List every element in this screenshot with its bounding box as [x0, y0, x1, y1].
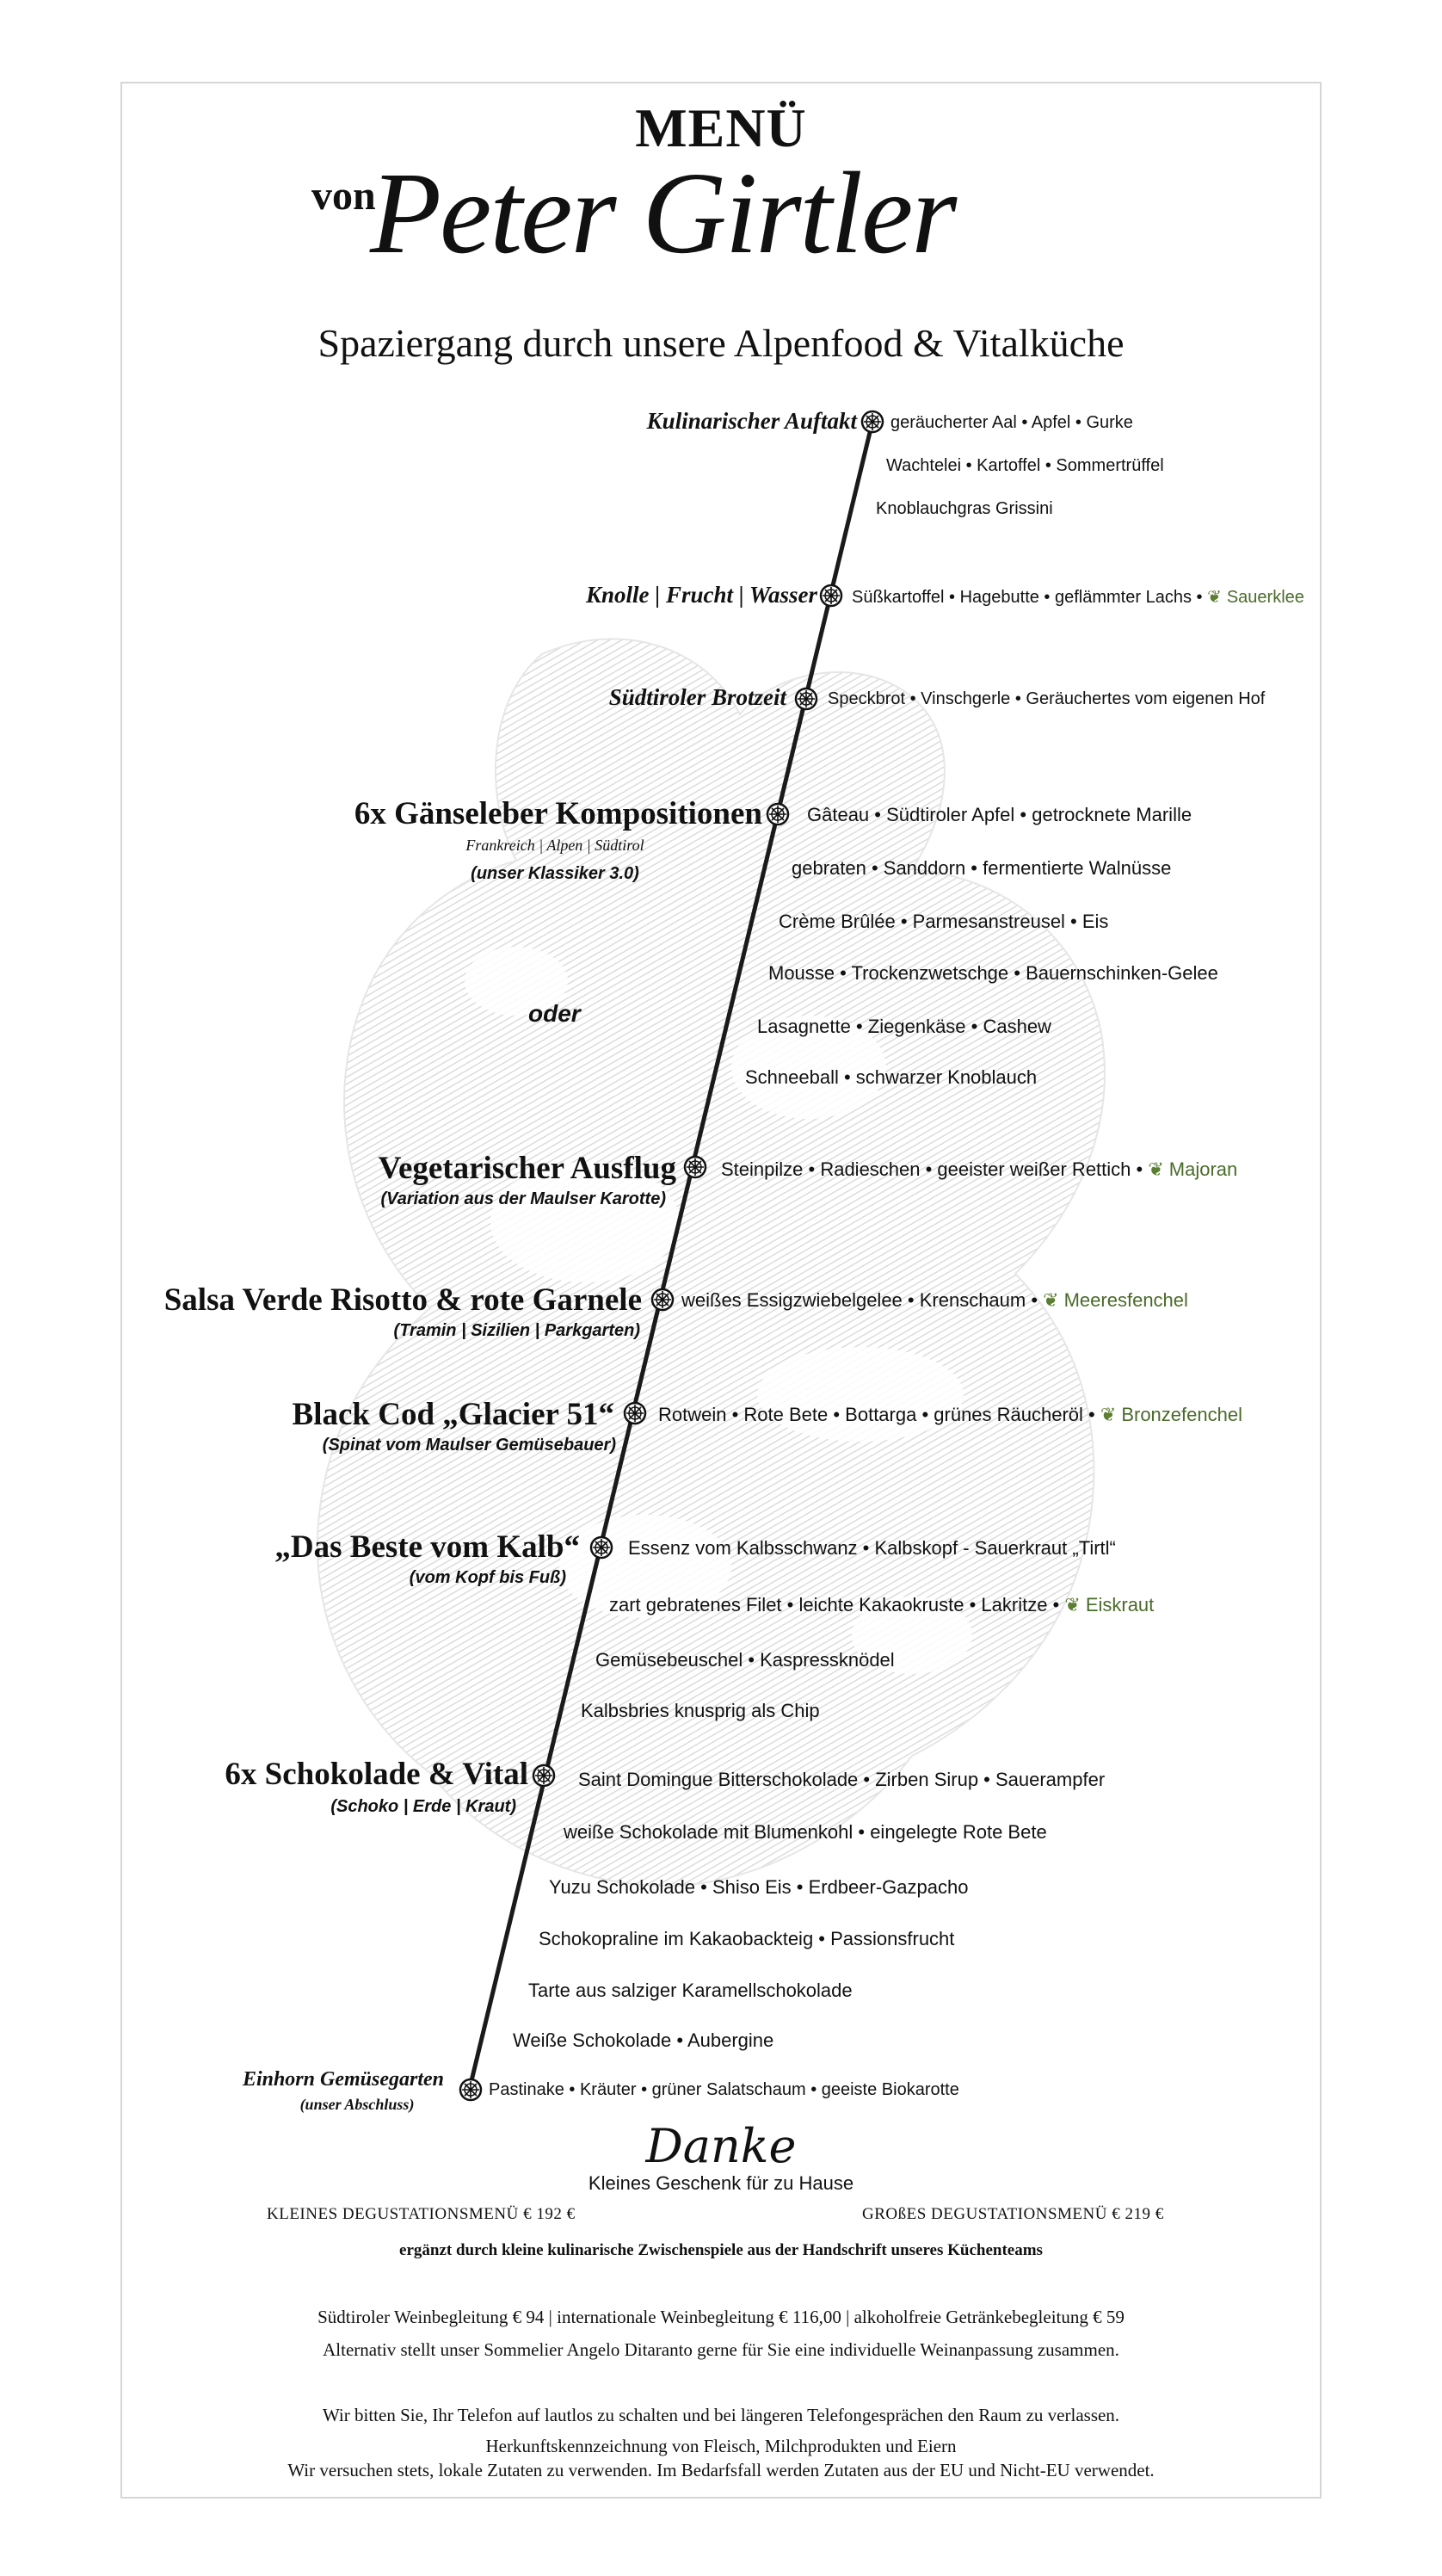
- wine-international: internationale Weinbegleitung € 116,00: [557, 2307, 841, 2327]
- herb-text: Meeresfenchel: [1063, 1289, 1188, 1311]
- course-title: 6x Gänseleber Kompositionen: [354, 796, 762, 831]
- herb-leaf-icon: ❦: [1148, 1158, 1164, 1180]
- danke-script: Danke: [645, 2119, 797, 2173]
- course-title: Black Cod „Glacier 51“: [292, 1397, 614, 1432]
- course-subtitle: (Variation aus der Maulser Karotte): [380, 1189, 666, 1208]
- herb-text: Sauerklee: [1226, 588, 1304, 607]
- herb-text: Bronzefenchel: [1121, 1404, 1242, 1425]
- dish-text: Steinpilze • Radieschen • geeister weißer Rettich •: [721, 1158, 1143, 1180]
- dish-text: Rotwein • Rote Bete • Bottarga • grünes Räucheröl •: [658, 1404, 1095, 1425]
- oder-label: oder: [528, 1000, 581, 1027]
- dish-line: Pastinake • Kräuter • grüner Salatschaum • geeiste Biokarotte: [489, 2080, 959, 2099]
- course-title: Salsa Verde Risotto & rote Garnele: [163, 1282, 642, 1318]
- dish-line: Schokopraline im Kakaobackteig • Passionsfrucht: [539, 1928, 955, 1949]
- herb-text: Majoran: [1168, 1158, 1238, 1180]
- course-node-icon: [650, 1288, 675, 1312]
- dish-text: weißes Essigzwiebelgelee • Krenschaum •: [681, 1289, 1038, 1311]
- course-subtitle: (unser Abschluss): [299, 2096, 415, 2113]
- small-menu-price: KLEINES DEGUSTATIONSMENÜ € 192 €: [267, 2205, 576, 2223]
- dish-text: Süßkartoffel • Hagebutte • geflämmter Lachs •: [852, 588, 1203, 607]
- course-node-icon: [766, 802, 790, 826]
- course-node-icon: [459, 2078, 483, 2102]
- herb-leaf-icon: ❦: [1043, 1289, 1059, 1311]
- separator: |: [548, 2307, 558, 2327]
- herb-leaf-icon: ❦: [1064, 1594, 1081, 1615]
- dish-line: geräucherter Aal • Apfel • Gurke: [890, 413, 1133, 432]
- extras-note: ergänzt durch kleine kulinarische Zwischenspiele aus der Handschrift unseres Küchenteams: [399, 2241, 1043, 2259]
- course-node-icon: [589, 1535, 613, 1560]
- dish-line: [609, 1594, 1154, 1616]
- course-node-icon: [532, 1764, 556, 1788]
- wine-alcohol-free: alkoholfreie Getränkebegleitung € 59: [853, 2307, 1125, 2327]
- course-node-icon: [860, 410, 884, 434]
- dish-line: Kalbsbries knusprig als Chip: [581, 1700, 820, 1721]
- big-menu-price: GROßES DEGUSTATIONSMENÜ € 219 €: [862, 2205, 1164, 2223]
- course-title: Südtiroler Brotzeit: [608, 684, 786, 710]
- origin-note: Herkunftskennzeichnung von Fleisch, Milchprodukten und Eiern: [485, 2436, 957, 2456]
- course-title: Einhorn Gemüsegarten: [242, 2068, 444, 2091]
- course-subtitle: (Schoko | Erde | Kraut): [330, 1797, 516, 1816]
- dish-line: weiße Schokolade mit Blumenkohl • eingelegte Rote Bete: [564, 1821, 1047, 1843]
- course-note: (unser Klassiker 3.0): [471, 864, 639, 883]
- dish-line: Tarte aus salziger Karamellschokolade: [528, 1980, 853, 2001]
- course-node-icon: [819, 584, 843, 608]
- herb-tag: [1100, 1404, 1242, 1425]
- course-node-icon: [683, 1155, 707, 1179]
- course-title: Kulinarischer Auftakt: [646, 408, 857, 434]
- wine-local: Südtiroler Weinbegleitung € 94: [317, 2307, 545, 2327]
- dish-line: Mousse • Trockenzwetschge • Bauernschinken-Gelee: [768, 962, 1218, 984]
- course-subtitle: (vom Kopf bis Fuß): [409, 1568, 566, 1587]
- dish-line: Essenz vom Kalbsschwanz • Kalbskopf - Sauerkraut „Tirtl“: [628, 1537, 1116, 1559]
- dish-line: gebraten • Sanddorn • fermentierte Walnüsse: [792, 857, 1172, 879]
- dish-line: Saint Domingue Bitterschokolade • Zirben Sirup • Sauerampfer: [578, 1769, 1106, 1790]
- sommelier-note: Alternativ stellt unser Sommelier Angelo Ditaranto gerne für Sie eine individuelle Weinanpassung zusammen.: [323, 2339, 1119, 2360]
- phone-note: Wir bitten Sie, Ihr Telefon auf lautlos zu schalten und bei längeren Telefongesprächen den Raum zu verlassen.: [322, 2405, 1120, 2425]
- dish-line: Speckbrot • Vinschgerle • Geräuchertes vom eigenen Hof: [828, 689, 1266, 708]
- course-subtitle: (Tramin | Sizilien | Parkgarten): [393, 1321, 640, 1340]
- herb-leaf-icon: ❦: [1207, 588, 1222, 607]
- course-node-icon: [623, 1401, 647, 1425]
- menu-title: MENÜ: [635, 97, 807, 158]
- gift-note: Kleines Geschenk für zu Hause: [588, 2172, 854, 2194]
- course-node-icon: [794, 687, 818, 711]
- dish-text: zart gebratenes Filet • leichte Kakaokruste • Lakritze •: [609, 1594, 1060, 1615]
- herb-tag: [1064, 1594, 1154, 1615]
- dish-line: Lasagnette • Ziegenkäse • Cashew: [757, 1016, 1051, 1037]
- separator: |: [846, 2307, 854, 2327]
- herb-tag: [1043, 1289, 1188, 1311]
- dish-line: Gâteau • Südtiroler Apfel • getrocknete Marille: [807, 804, 1192, 825]
- dish-line: Wachtelei • Kartoffel • Sommertrüffel: [886, 456, 1164, 475]
- herb-leaf-icon: ❦: [1100, 1404, 1117, 1425]
- herb-text: Eiskraut: [1085, 1594, 1155, 1615]
- dish-line: Knoblauchgras Grissini: [876, 499, 1053, 518]
- von-label: von: [311, 173, 376, 219]
- herb-tag: [1207, 588, 1304, 607]
- wine-pairing-line: [0, 2307, 1442, 2328]
- local-note: Wir versuchen stets, lokale Zutaten zu verwenden. Im Bedarfsfall werden Zutaten aus der EU und Nicht-EU verwendet.: [287, 2460, 1155, 2480]
- dish-line: [852, 586, 1304, 608]
- course-title: „Das Beste vom Kalb“: [274, 1529, 580, 1565]
- dish-line: [721, 1158, 1237, 1181]
- dish-line: Yuzu Schokolade • Shiso Eis • Erdbeer-Gazpacho: [549, 1876, 969, 1898]
- herb-tag: [1148, 1158, 1237, 1180]
- chef-name: Peter Girtler: [370, 149, 956, 278]
- course-subtitle: Frankreich | Alpen | Südtirol: [465, 837, 644, 854]
- dish-line: Crème Brûlée • Parmesanstreusel • Eis: [779, 911, 1109, 932]
- course-title: 6x Schokolade & Vital: [225, 1757, 528, 1792]
- dish-line: [658, 1404, 1242, 1426]
- dish-line: Gemüsebeuschel • Kaspressknödel: [595, 1649, 895, 1671]
- course-title: Vegetarischer Ausflug: [378, 1151, 676, 1186]
- course-title: Knolle | Frucht | Wasser: [586, 582, 817, 608]
- dish-line: [681, 1289, 1188, 1312]
- course-subtitle: (Spinat vom Maulser Gemüsebauer): [322, 1436, 616, 1455]
- dish-line: Schneeball • schwarzer Knoblauch: [745, 1066, 1038, 1088]
- menu-subtitle: Spaziergang durch unsere Alpenfood & Vitalküche: [317, 321, 1125, 365]
- dish-line: Weiße Schokolade • Aubergine: [513, 2029, 774, 2051]
